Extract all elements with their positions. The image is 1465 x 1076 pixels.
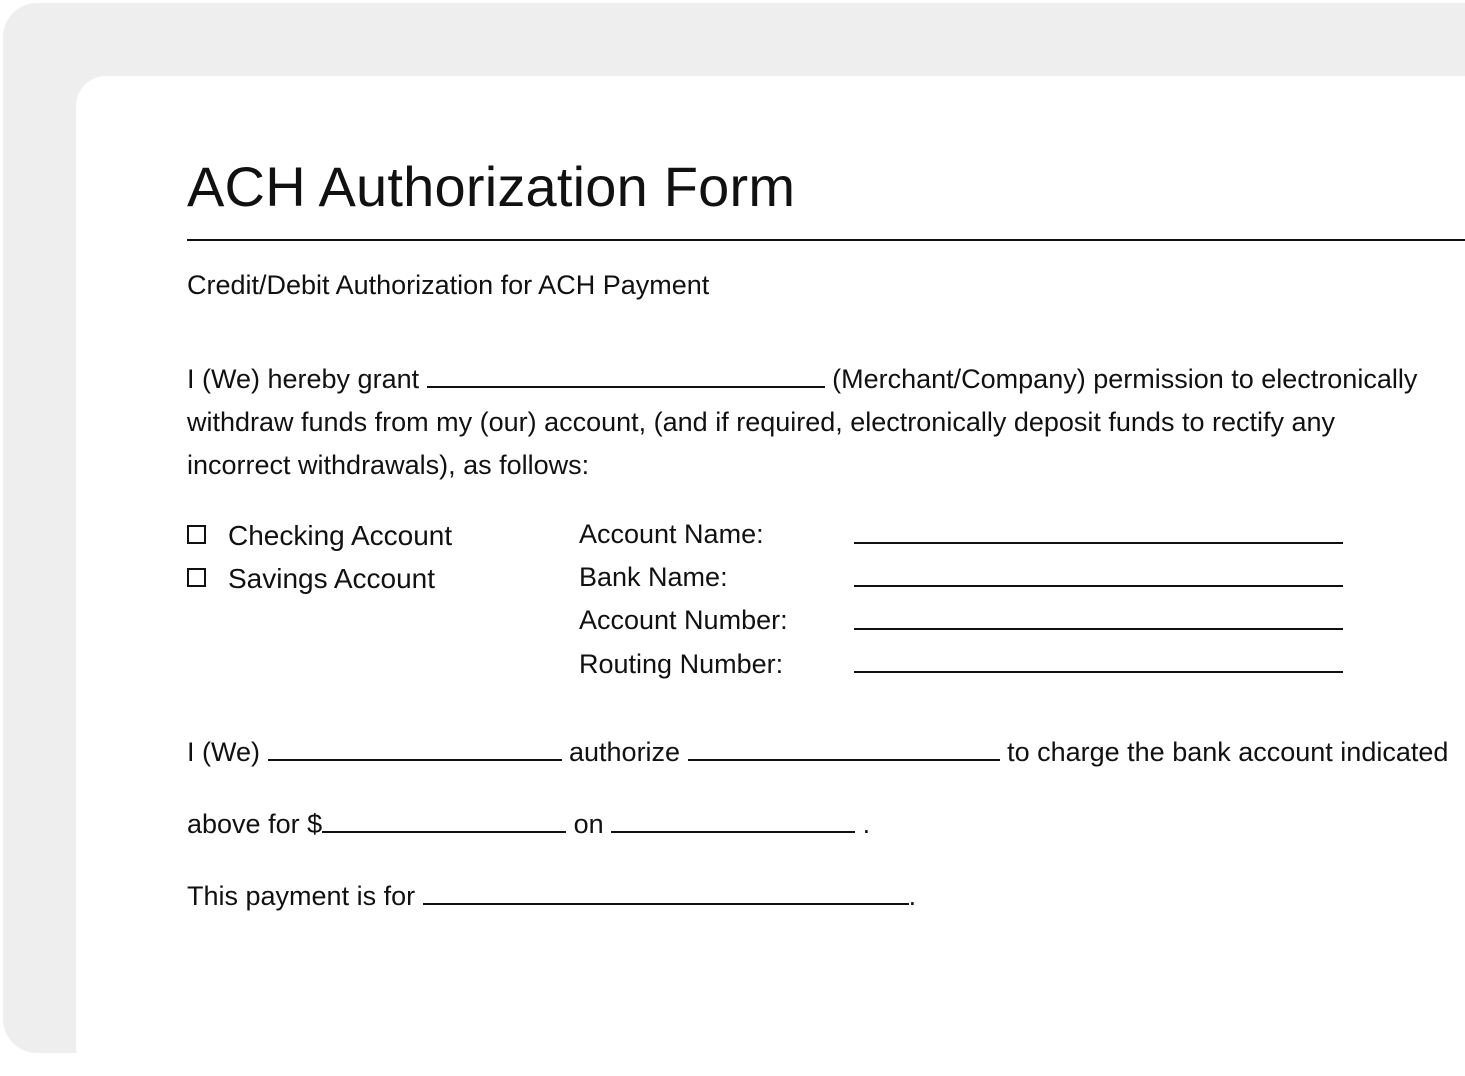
ach-form — [76, 76, 1465, 1076]
paragraph-line-1-end: (Merchant/Company) permission to electronically — [824, 364, 1418, 394]
merchant-company-blank[interactable] — [427, 365, 825, 388]
document-sheet — [76, 76, 1465, 1076]
savings-account-label: Savings Account — [228, 563, 436, 594]
authorize-part-1: I (We) — [187, 737, 268, 767]
account-number-label: Account Number: — [579, 605, 788, 635]
savings-account-option[interactable] — [187, 563, 435, 595]
checking-account-option[interactable] — [187, 520, 452, 552]
purpose-part-1: This payment is for — [187, 881, 423, 911]
amount-part-3: . — [855, 809, 871, 839]
authorize-part-3: to charge the bank account indicated — [999, 737, 1449, 767]
savings-account-checkbox[interactable] — [187, 568, 206, 587]
account-number-line[interactable] — [854, 628, 1343, 630]
routing-number-line[interactable] — [854, 671, 1343, 673]
paragraph-line-3: incorrect withdrawals), as follows: — [187, 450, 590, 480]
checking-account-checkbox[interactable] — [187, 525, 206, 544]
paragraph-line-1-start: I (We) hereby grant — [187, 364, 427, 394]
amount-blank[interactable] — [322, 810, 566, 833]
amount-part-1: above for $ — [187, 809, 323, 839]
bank-name-label: Bank Name: — [579, 562, 728, 592]
purpose-blank[interactable] — [423, 882, 909, 905]
paragraph-line-2: withdraw funds from my (our) account, (and if required, electronically deposit funds to rectify any — [187, 407, 1336, 437]
customer-name-blank[interactable] — [268, 738, 562, 761]
form-title: ACH Authorization Form — [187, 155, 796, 218]
paragraph-line-1 — [187, 358, 1417, 401]
amount-part-2: on — [566, 809, 612, 839]
merchant-name-blank[interactable] — [688, 738, 1000, 761]
authorize-line — [187, 737, 1448, 768]
form-subtitle: Credit/Debit Authorization for ACH Payment — [187, 270, 710, 300]
date-blank[interactable] — [611, 810, 855, 833]
purpose-part-2: . — [908, 881, 917, 911]
account-name-line[interactable] — [854, 542, 1343, 544]
account-name-label: Account Name: — [579, 519, 764, 549]
authorize-part-2: authorize — [561, 737, 688, 767]
amount-line — [187, 809, 870, 840]
routing-number-label: Routing Number: — [579, 649, 784, 679]
purpose-line — [187, 881, 916, 912]
authorization-paragraph — [187, 358, 1417, 487]
title-divider — [187, 239, 1465, 241]
checking-account-label: Checking Account — [228, 520, 453, 551]
bank-name-line[interactable] — [854, 585, 1343, 587]
